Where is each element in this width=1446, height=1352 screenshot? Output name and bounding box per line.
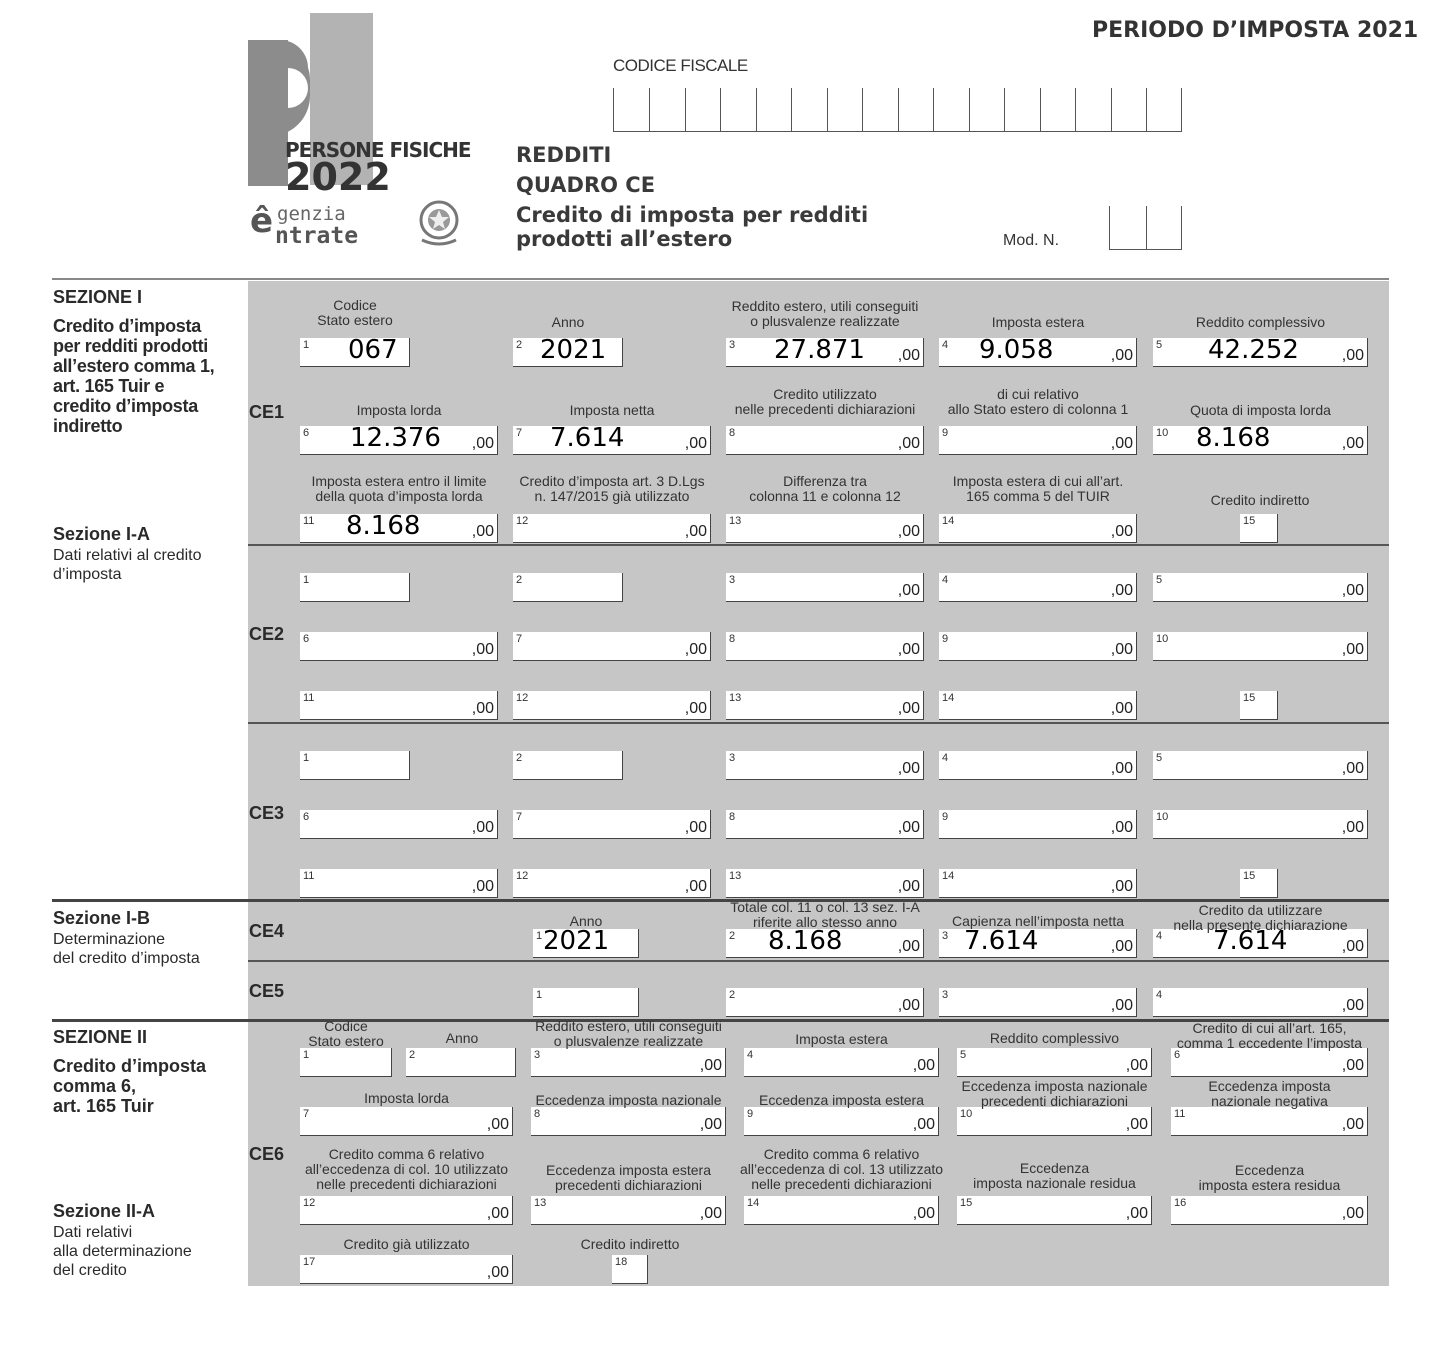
decimal-suffix: ,00 (471, 523, 494, 540)
field-number: 9 (942, 633, 949, 645)
field-number: 4 (942, 339, 949, 351)
decimal-suffix: ,00 (1110, 700, 1133, 717)
field-ce2-2[interactable] (513, 573, 623, 602)
section-iia-title: Sezione II-A (53, 1201, 156, 1221)
field-number: 11 (303, 692, 315, 704)
field-value: 2021 (540, 335, 607, 365)
field-number: 3 (534, 1049, 541, 1061)
field-ce2-14[interactable] (939, 691, 1137, 720)
field-number: 3 (729, 574, 736, 586)
decimal-suffix: ,00 (684, 523, 707, 540)
field-number: 1 (303, 752, 310, 764)
section-ib-desc2: del credito d’imposta (53, 950, 200, 967)
row-label-ce3: CE3 (249, 803, 285, 823)
field-number: 13 (534, 1197, 547, 1209)
decimal-suffix: ,00 (684, 878, 707, 895)
decimal-suffix: ,00 (1341, 641, 1364, 658)
field-ce3-15[interactable] (1240, 869, 1278, 898)
field-value: 7.614 (1213, 926, 1288, 956)
field-number: 8 (729, 633, 736, 645)
decimal-suffix: ,00 (486, 1264, 509, 1281)
section-i-desc1: Credito d’imposta (53, 316, 201, 336)
decimal-suffix: ,00 (471, 878, 494, 895)
field-ce5-2[interactable] (726, 988, 924, 1017)
label-ce1-1: Codice Stato estero (317, 297, 393, 328)
divider-ce1-ce2 (248, 544, 1389, 546)
codice-fiscale-field[interactable] (613, 88, 1182, 132)
label-ce6-18: Credito indiretto (580, 1236, 680, 1252)
header-divider (52, 278, 1389, 280)
field-number: 3 (729, 752, 736, 764)
field-number: 12 (516, 870, 529, 882)
decimal-suffix: ,00 (897, 523, 920, 540)
codice-fiscale-label: CODICE FISCALE (613, 56, 748, 75)
label-ce6-14: Credito comma 6 relativo all’eccedenza di col. 13 utilizzato nelle precedenti dichiarazioni (739, 1146, 944, 1192)
field-number: 4 (1156, 930, 1163, 942)
field-number: 4 (942, 574, 949, 586)
section-ii-block (53, 1027, 206, 1116)
section-ia-title: Sezione I-A (53, 524, 151, 544)
field-ce2-6[interactable] (300, 632, 498, 661)
decimal-suffix: ,00 (1110, 523, 1133, 540)
section-i-block (53, 287, 214, 436)
section-i-desc6: indiretto (53, 416, 123, 436)
republic-emblem-icon (416, 196, 462, 248)
field-ce4-1[interactable] (533, 926, 639, 958)
decimal-suffix: ,00 (897, 760, 920, 777)
field-number: 12 (303, 1197, 316, 1209)
field-value: 8.168 (768, 926, 843, 956)
field-number: 1 (536, 989, 543, 1001)
title-credito-l2: prodotti all’estero (516, 227, 733, 251)
field-ce1-9[interactable] (939, 426, 1137, 455)
section-ii-title: SEZIONE II (53, 1027, 148, 1047)
agency-bottom-text: ntrate (275, 223, 359, 249)
field-ce2-7[interactable] (513, 632, 711, 661)
label-ce1-12: Credito d’imposta art. 3 D.Lgs n. 147/2015 già utilizzato (519, 473, 705, 504)
row-label-ce6: CE6 (249, 1144, 285, 1164)
field-ce4-3[interactable] (939, 926, 1137, 958)
field-ce1-4[interactable] (939, 335, 1137, 367)
label-ce4-4: Credito da utilizzare nella presente dichiarazione (1173, 902, 1348, 933)
field-number: 15 (960, 1197, 973, 1209)
decimal-suffix: ,00 (1341, 760, 1364, 777)
decimal-suffix: ,00 (699, 1116, 722, 1133)
field-ce6-3[interactable] (531, 1048, 726, 1077)
section-i-desc5: credito d’imposta (53, 396, 198, 416)
label-ce6-11: Eccedenza imposta nazionale negativa (1208, 1078, 1331, 1109)
decimal-suffix: ,00 (1110, 347, 1133, 364)
field-ce1-13[interactable] (726, 514, 924, 543)
section-ii-desc2: comma 6, (53, 1076, 137, 1096)
field-ce2-12[interactable] (513, 691, 711, 720)
field-number: 2 (516, 339, 523, 351)
section-i-title: SEZIONE I (53, 287, 143, 307)
decimal-suffix: ,00 (486, 1116, 509, 1133)
field-ce1-3[interactable] (726, 335, 924, 367)
field-ce3-10[interactable] (1153, 810, 1368, 839)
label-ce1-6: Imposta lorda (356, 402, 442, 418)
field-number: 14 (942, 515, 955, 527)
field-number: 7 (303, 1108, 310, 1120)
field-ce6-2[interactable] (406, 1048, 516, 1077)
label-ce1-4: Imposta estera (991, 314, 1085, 330)
label-ce6-2: Anno (445, 1030, 479, 1046)
field-ce1-7[interactable] (513, 423, 711, 455)
field-ce2-11[interactable] (300, 691, 498, 720)
field-ce3-4[interactable] (939, 751, 1137, 780)
field-ce3-9[interactable] (939, 810, 1137, 839)
field-ce5-3[interactable] (939, 988, 1137, 1017)
decimal-suffix: ,00 (1125, 1116, 1148, 1133)
field-number: 13 (729, 515, 742, 527)
decimal-suffix: ,00 (699, 1205, 722, 1222)
field-ce6-4[interactable] (744, 1048, 939, 1077)
decimal-suffix: ,00 (897, 347, 920, 364)
field-ce5-4[interactable] (1153, 988, 1368, 1017)
label-ce4-2: Totale col. 11 o col. 13 sez. I-A riferite allo stesso anno (730, 899, 920, 930)
decimal-suffix: ,00 (1110, 435, 1133, 452)
field-ce2-9[interactable] (939, 632, 1137, 661)
field-value: 9.058 (979, 335, 1054, 365)
section-ia-desc1: Dati relativi al credito (53, 547, 202, 564)
field-number: 6 (303, 811, 310, 823)
label-ce6-10: Eccedenza imposta nazionale precedenti dichiarazioni (961, 1078, 1148, 1109)
field-value: 12.376 (350, 423, 441, 453)
field-number: 6 (303, 427, 310, 439)
decimal-suffix: ,00 (912, 1116, 935, 1133)
field-number: 12 (516, 692, 529, 704)
field-number: 4 (747, 1049, 754, 1061)
field-number: 10 (960, 1108, 973, 1120)
field-number: 1 (303, 574, 310, 586)
decimal-suffix: ,00 (1110, 641, 1133, 658)
field-ce1-6[interactable] (300, 423, 498, 455)
field-number: 13 (729, 692, 742, 704)
field-ce1-14[interactable] (939, 514, 1137, 543)
field-ce3-3[interactable] (726, 751, 924, 780)
label-ce6-3: Reddito estero, utili conseguiti o plusvalenze realizzate (535, 1018, 722, 1049)
field-ce1-5[interactable] (1153, 335, 1368, 367)
decimal-suffix: ,00 (1110, 878, 1133, 895)
decimal-suffix: ,00 (1341, 819, 1364, 836)
label-ce4-3: Capienza nell’imposta netta (952, 913, 1124, 929)
field-ce6-15[interactable] (957, 1196, 1152, 1225)
field-number: 5 (1156, 574, 1163, 586)
row-label-ce1: CE1 (249, 402, 285, 422)
section-ib-title: Sezione I-B (53, 908, 151, 928)
decimal-suffix: ,00 (1341, 938, 1364, 955)
field-number: 14 (747, 1197, 760, 1209)
decimal-suffix: ,00 (684, 819, 707, 836)
agency-top-text: genzia (277, 203, 346, 225)
field-ce2-5[interactable] (1153, 573, 1368, 602)
field-number: 7 (516, 427, 523, 439)
decimal-suffix: ,00 (1110, 819, 1133, 836)
field-number: 18 (615, 1256, 628, 1268)
field-number: 15 (1243, 692, 1256, 704)
field-value: 27.871 (774, 335, 865, 365)
field-ce3-8[interactable] (726, 810, 924, 839)
mod-number-field[interactable] (1109, 206, 1182, 250)
section-ia-block (53, 524, 202, 584)
label-ce1-13: Differenza tra colonna 11 e colonna 12 (749, 473, 901, 504)
field-number: 15 (1243, 515, 1256, 527)
decimal-suffix: ,00 (1341, 1116, 1364, 1133)
decimal-suffix: ,00 (1341, 347, 1364, 364)
field-ce3-12[interactable] (513, 869, 711, 898)
field-ce2-8[interactable] (726, 632, 924, 661)
label-ce1-15: Credito indiretto (1210, 492, 1310, 508)
field-number: 12 (516, 515, 529, 527)
field-ce1-2[interactable] (513, 335, 623, 367)
decimal-suffix: ,00 (897, 997, 920, 1014)
field-ce1-15[interactable] (1240, 514, 1278, 543)
field-number: 4 (942, 752, 949, 764)
title-redditi: REDDITI (516, 143, 612, 167)
field-number: 2 (516, 574, 523, 586)
section-iia-desc1: Dati relativi (53, 1224, 133, 1241)
decimal-suffix: ,00 (1341, 435, 1364, 452)
field-number: 1 (303, 1049, 310, 1061)
period-title: PERIODO D’IMPOSTA 2021 (1092, 18, 1419, 43)
decimal-suffix: ,00 (897, 582, 920, 599)
section-iia-desc3: del credito (53, 1262, 127, 1279)
field-number: 3 (942, 930, 949, 942)
label-ce6-9: Eccedenza imposta estera (759, 1092, 924, 1108)
decimal-suffix: ,00 (1110, 997, 1133, 1014)
field-number: 10 (1156, 427, 1169, 439)
label-ce1-5: Reddito complessivo (1195, 314, 1326, 330)
label-ce6-5: Reddito complessivo (989, 1030, 1120, 1046)
label-ce6-4: Imposta estera (795, 1031, 888, 1047)
field-number: 9 (747, 1108, 754, 1120)
field-ce3-7[interactable] (513, 810, 711, 839)
field-number: 9 (942, 427, 949, 439)
decimal-suffix: ,00 (1341, 582, 1364, 599)
label-ce1-2: Anno (551, 314, 585, 330)
field-ce6-12[interactable] (300, 1196, 513, 1225)
field-ce3-11[interactable] (300, 869, 498, 898)
decimal-suffix: ,00 (471, 700, 494, 717)
title-credito-l1: Credito di imposta per redditi (516, 203, 869, 227)
field-ce6-17[interactable] (300, 1255, 513, 1284)
field-number: 2 (409, 1049, 416, 1061)
decimal-suffix: ,00 (1110, 760, 1133, 777)
field-ce2-3[interactable] (726, 573, 924, 602)
section-ib-block (53, 908, 200, 968)
decimal-suffix: ,00 (897, 819, 920, 836)
field-ce3-2[interactable] (513, 751, 623, 780)
field-ce1-1[interactable] (300, 335, 410, 367)
field-number: 10 (1156, 633, 1169, 645)
field-ce1-8[interactable] (726, 426, 924, 455)
field-number: 14 (942, 870, 955, 882)
row-label-ce2: CE2 (249, 624, 285, 644)
label-ce6-1: Codice Stato estero (308, 1018, 384, 1049)
field-number: 3 (729, 339, 736, 351)
label-ce6-13: Eccedenza imposta estera precedenti dichiarazioni (546, 1162, 711, 1193)
decimal-suffix: ,00 (1110, 582, 1133, 599)
field-ce4-4[interactable] (1153, 926, 1368, 958)
field-ce3-5[interactable] (1153, 751, 1368, 780)
field-ce6-11[interactable] (1171, 1107, 1368, 1136)
field-value: 7.614 (550, 423, 625, 453)
label-ce1-11: Imposta estera entro il limite della quota d’imposta lorda (311, 473, 487, 504)
field-number: 5 (1156, 752, 1163, 764)
field-number: 7 (516, 811, 523, 823)
field-number: 8 (534, 1108, 541, 1120)
field-number: 10 (1156, 811, 1169, 823)
field-value: 8.168 (1196, 423, 1271, 453)
field-number: 13 (729, 870, 742, 882)
label-ce1-3: Reddito estero, utili conseguiti o plusvalenze realizzate (731, 298, 919, 329)
field-number: 4 (1156, 989, 1163, 1001)
field-ce2-13[interactable] (726, 691, 924, 720)
field-number: 5 (960, 1049, 967, 1061)
field-number: 17 (303, 1256, 316, 1268)
field-value: 067 (348, 335, 398, 365)
field-ce4-2[interactable] (726, 926, 924, 958)
field-number: 2 (729, 989, 736, 1001)
field-number: 11 (303, 870, 315, 882)
section-ib-desc1: Determinazione (53, 931, 166, 948)
field-ce2-1[interactable] (300, 573, 410, 602)
field-value: 7.614 (964, 926, 1039, 956)
field-ce6-16[interactable] (1171, 1196, 1368, 1225)
decimal-suffix: ,00 (471, 435, 494, 452)
label-ce1-10: Quota di imposta lorda (1190, 402, 1331, 418)
field-number: 8 (729, 811, 736, 823)
decimal-suffix: ,00 (1125, 1205, 1148, 1222)
title-quadro: QUADRO CE (516, 173, 656, 197)
field-ce3-6[interactable] (300, 810, 498, 839)
field-ce3-13[interactable] (726, 869, 924, 898)
section-i-desc2: per redditi prodotti (53, 336, 208, 356)
row-label-ce4: CE4 (249, 921, 285, 941)
field-ce6-14[interactable] (744, 1196, 939, 1225)
divider-ce4-ce5 (248, 960, 1389, 962)
label-ce6-16: Eccedenza imposta estera residua (1198, 1162, 1341, 1193)
section-i-desc3: all’estero comma 1, (53, 356, 215, 376)
divider-ce2-ce3 (248, 722, 1389, 724)
decimal-suffix: ,00 (897, 938, 920, 955)
decimal-suffix: ,00 (486, 1205, 509, 1222)
field-number: 6 (1174, 1049, 1181, 1061)
decimal-suffix: ,00 (684, 641, 707, 658)
label-ce6-12: Credito comma 6 relativo all’eccedenza di col. 10 utilizzato nelle precedenti dichiarazioni (304, 1146, 509, 1192)
decimal-suffix: ,00 (471, 819, 494, 836)
field-number: 9 (942, 811, 949, 823)
decimal-suffix: ,00 (897, 435, 920, 452)
decimal-suffix: ,00 (684, 435, 707, 452)
label-ce6-8: Eccedenza imposta nazionale (535, 1092, 722, 1108)
decimal-suffix: ,00 (1110, 938, 1133, 955)
logo-line2: 2022 (285, 155, 391, 199)
label-ce6-6: Credito di cui all’art. 165, comma 1 eccedente l’imposta (1176, 1020, 1363, 1051)
field-ce6-13[interactable] (531, 1196, 726, 1225)
logo-line1: PERSONE FISICHE (285, 138, 471, 162)
decimal-suffix: ,00 (897, 700, 920, 717)
field-ce1-10[interactable] (1153, 423, 1368, 455)
field-ce6-18[interactable] (612, 1255, 648, 1284)
field-ce3-1[interactable] (300, 751, 410, 780)
field-ce3-14[interactable] (939, 869, 1137, 898)
field-number: 16 (1174, 1197, 1187, 1209)
field-number: 8 (729, 427, 736, 439)
field-number: 3 (942, 989, 949, 1001)
label-ce4-1: Anno (569, 913, 603, 929)
field-number: 5 (1156, 339, 1163, 351)
field-number: 11 (303, 515, 315, 527)
field-number: 15 (1243, 870, 1256, 882)
field-ce6-8[interactable] (531, 1107, 726, 1136)
field-ce6-1[interactable] (300, 1048, 392, 1077)
section-ii-desc1: Credito d’imposta (53, 1056, 207, 1076)
label-ce6-7: Imposta lorda (364, 1090, 449, 1106)
section-iia-desc2: alla determinazione (53, 1243, 192, 1260)
field-ce5-1[interactable] (533, 988, 639, 1017)
field-number: 2 (729, 930, 736, 942)
mod-label: Mod. N. (1003, 232, 1060, 249)
decimal-suffix: ,00 (912, 1057, 935, 1074)
field-ce6-10[interactable] (957, 1107, 1152, 1136)
section-ia-desc2: d’imposta (53, 566, 122, 583)
decimal-suffix: ,00 (897, 878, 920, 895)
field-number: 1 (303, 339, 310, 351)
field-ce2-10[interactable] (1153, 632, 1368, 661)
field-value: 8.168 (346, 511, 421, 541)
section-iia-block (53, 1201, 192, 1280)
field-ce6-9[interactable] (744, 1107, 939, 1136)
field-number: 1 (536, 930, 543, 942)
decimal-suffix: ,00 (1341, 1057, 1364, 1074)
field-ce2-15[interactable] (1240, 691, 1278, 720)
field-ce1-11[interactable] (300, 511, 498, 543)
field-ce2-4[interactable] (939, 573, 1137, 602)
decimal-suffix: ,00 (897, 641, 920, 658)
field-number: 6 (303, 633, 310, 645)
field-ce6-7[interactable] (300, 1107, 513, 1136)
field-value: 42.252 (1208, 335, 1299, 365)
decimal-suffix: ,00 (1125, 1057, 1148, 1074)
field-ce1-12[interactable] (513, 514, 711, 543)
label-ce1-14: Imposta estera di cui all’art. 165 comma 5 del TUIR (952, 473, 1124, 504)
field-number: 7 (516, 633, 523, 645)
field-value: 2021 (543, 926, 610, 956)
field-ce6-5[interactable] (957, 1048, 1152, 1077)
label-ce6-15: Eccedenza imposta nazionale residua (973, 1160, 1136, 1191)
label-ce1-8: Credito utilizzato nelle precedenti dichiarazioni (734, 386, 916, 417)
label-ce1-9: di cui relativo allo Stato estero di colonna 1 (947, 386, 1129, 417)
decimal-suffix: ,00 (699, 1057, 722, 1074)
label-ce1-7: Imposta netta (569, 402, 655, 418)
decimal-suffix: ,00 (471, 641, 494, 658)
section-i-desc4: art. 165 Tuir e (53, 376, 165, 396)
label-ce6-17: Credito già utilizzato (343, 1236, 470, 1252)
field-number: 2 (516, 752, 523, 764)
field-ce6-6[interactable] (1171, 1048, 1368, 1077)
decimal-suffix: ,00 (1341, 997, 1364, 1014)
decimal-suffix: ,00 (1341, 1205, 1364, 1222)
decimal-suffix: ,00 (684, 700, 707, 717)
field-number: 14 (942, 692, 955, 704)
field-number: 11 (1174, 1108, 1186, 1120)
row-label-ce5: CE5 (249, 981, 285, 1001)
section-ii-desc3: art. 165 Tuir (53, 1096, 154, 1116)
decimal-suffix: ,00 (912, 1205, 935, 1222)
